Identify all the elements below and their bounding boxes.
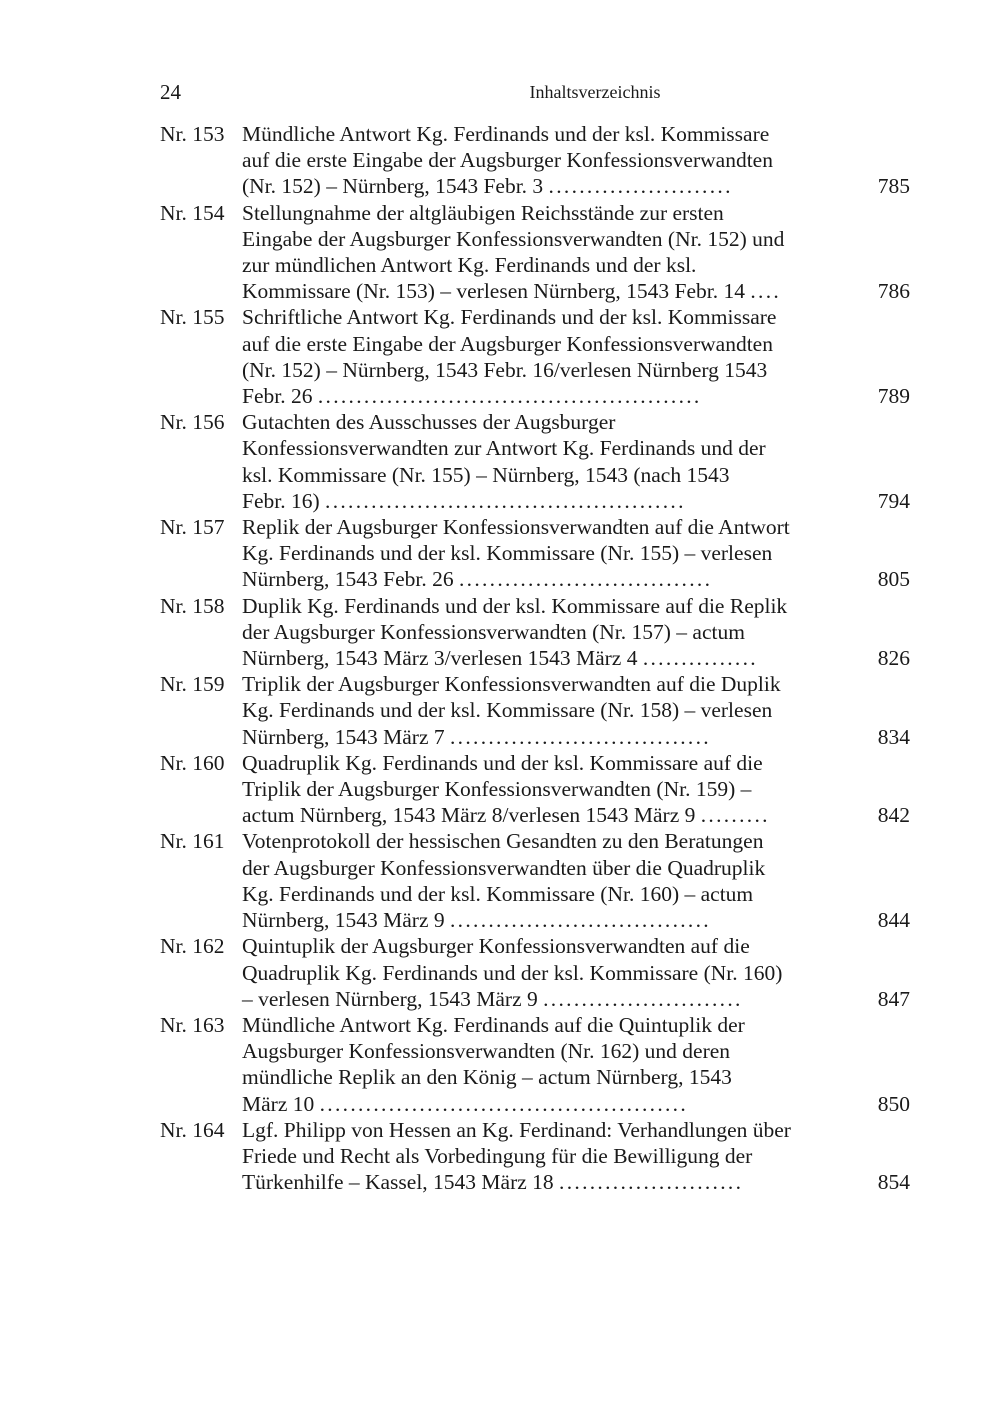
entry-title: Schriftliche Antwort Kg. Ferdinands und der ksl. Kommissare auf die erste Eingabe der Augsburger Konfessionsverwandten (Nr. 152) – Nürnberg, 1543 Febr. 16/verlesen Nürnberg 1543 Febr. 26 ..................................................: [242, 305, 777, 409]
entry-page: 805: [877, 567, 910, 592]
entry-number: Nr. 164: [160, 1117, 225, 1142]
leader-dots: .........: [700, 803, 770, 828]
entry-page: 850: [877, 1091, 910, 1116]
running-title: Inhaltsverzeichnis: [529, 82, 661, 102]
toc-entry: [160, 121, 910, 200]
leader-dots: ........................: [559, 1170, 744, 1195]
entry-title: Gutachten des Ausschusses der Augsburger Konfessionsverwandten zur Antwort Kg. Ferdinands und der ksl. Kommissare (Nr. 155) – Nürnberg, 1543 (nach 1543 Febr. 16) ...............................................: [242, 410, 766, 513]
leader-dots: ........................: [548, 174, 733, 199]
entry-title: Mündliche Antwort Kg. Ferdinands und der ksl. Kommissare auf die erste Eingabe der Augsburger Konfessionsverwandten (Nr. 152) – Nürnberg, 1543 Febr. 3 ........................: [242, 122, 773, 199]
page-number: 24: [160, 80, 181, 104]
entry-number: Nr. 158: [160, 593, 225, 618]
toc-entry: [160, 750, 910, 829]
entry-page: 844: [877, 908, 910, 933]
toc-entry: [160, 828, 910, 933]
toc-entry: [160, 304, 910, 409]
entry-number: Nr. 156: [160, 410, 225, 435]
entry-number: Nr. 153: [160, 122, 225, 146]
entry-number: Nr. 159: [160, 672, 225, 697]
entry-number: Nr. 163: [160, 1012, 225, 1037]
leader-dots: ..................................: [450, 724, 711, 749]
entry-number: Nr. 155: [160, 305, 225, 330]
leader-dots: ..................................: [450, 908, 711, 933]
toc-entry: [160, 933, 910, 1012]
entry-number: Nr. 162: [160, 934, 225, 959]
entry-title: Quintuplik der Augsburger Konfessionsverwandten auf die Quadruplik Kg. Ferdinands und der ksl. Kommissare (Nr. 160) – verlesen Nürnberg, 1543 März 9 ..........................: [242, 934, 783, 1011]
toc-entry: [160, 1117, 910, 1196]
entry-title: Votenprotokoll der hessischen Gesandten zu den Beratungen der Augsburger Konfessionsverwandten über die Quadruplik Kg. Ferdinands und der ksl. Kommissare (Nr. 160) – actum Nürnberg, 1543 März 9 ..................................: [242, 829, 766, 933]
leader-dots: ..................................................: [317, 384, 702, 409]
table-of-contents: [160, 121, 910, 1195]
entry-page: 842: [877, 803, 910, 828]
page-header: [160, 80, 910, 106]
entry-page: 786: [877, 279, 910, 304]
leader-dots: .................................: [458, 567, 713, 592]
toc-entry: [160, 593, 910, 672]
entry-number: Nr. 157: [160, 515, 225, 540]
toc-entry: [160, 200, 910, 305]
toc-entry: [160, 514, 910, 593]
leader-dots: ...............................................: [325, 488, 686, 513]
entry-title: Duplik Kg. Ferdinands und der ksl. Kommissare auf die Replik der Augsburger Konfessionsverwandten (Nr. 157) – actum Nürnberg, 1543 März 3/verlesen 1543 März 4 ...............: [242, 593, 788, 671]
entry-title: Quadruplik Kg. Ferdinands und der ksl. Kommissare auf die Triplik der Augsburger Konfessionsverwandten (Nr. 159) – actum Nürnberg, 1543 März 8/verlesen 1543 März 9 .........: [242, 750, 770, 828]
entry-title: Lgf. Philipp von Hessen an Kg. Ferdinand: Verhandlungen über Friede und Recht als Vorbedingung für die Bewilligung der Türkenhilfe – Kassel, 1543 März 18 ........................: [242, 1117, 791, 1195]
entry-page: 794: [877, 488, 910, 513]
entry-title: Triplik der Augsburger Konfessionsverwandten auf die Duplik Kg. Ferdinands und der ksl. Kommissare (Nr. 158) – verlesen Nürnberg, 1543 März 7 ..................................: [242, 672, 781, 749]
entry-page: 854: [877, 1170, 910, 1195]
entry-page: 847: [877, 986, 910, 1011]
entry-number: Nr. 161: [160, 829, 225, 854]
leader-dots: ................................................: [319, 1091, 689, 1116]
entry-page: 785: [877, 174, 910, 199]
entry-page: 826: [877, 646, 910, 671]
leader-dots: ....: [750, 279, 782, 304]
entry-title: Stellungnahme der altgläubigen Reichsstände zur ersten Eingabe der Augsburger Konfessionsverwandten (Nr. 152) und zur mündlichen Antwort Kg. Ferdinands und der ksl. Kommissare (Nr. 153) – verlesen Nürnberg, 1543 Febr. 14 ....: [242, 200, 785, 304]
entry-page: 789: [877, 384, 910, 409]
entry-title: Mündliche Antwort Kg. Ferdinands auf die Quintuplik der Augsburger Konfessionsverwandten (Nr. 162) und deren mündliche Replik an den König – actum Nürnberg, 1543 März 10 ................................................: [242, 1012, 745, 1116]
toc-entry: [160, 409, 910, 514]
toc-entry: [160, 671, 910, 750]
leader-dots: ...............: [642, 646, 758, 671]
entry-number: Nr. 160: [160, 750, 225, 775]
leader-dots: ..........................: [543, 986, 743, 1011]
entry-number: Nr. 154: [160, 200, 225, 225]
entry-page: 834: [877, 724, 910, 749]
toc-entry: [160, 1012, 910, 1117]
entry-title: Replik der Augsburger Konfessionsverwandten auf die Antwort Kg. Ferdinands und der ksl. Kommissare (Nr. 155) – verlesen Nürnberg, 1543 Febr. 26 .................................: [242, 515, 790, 592]
